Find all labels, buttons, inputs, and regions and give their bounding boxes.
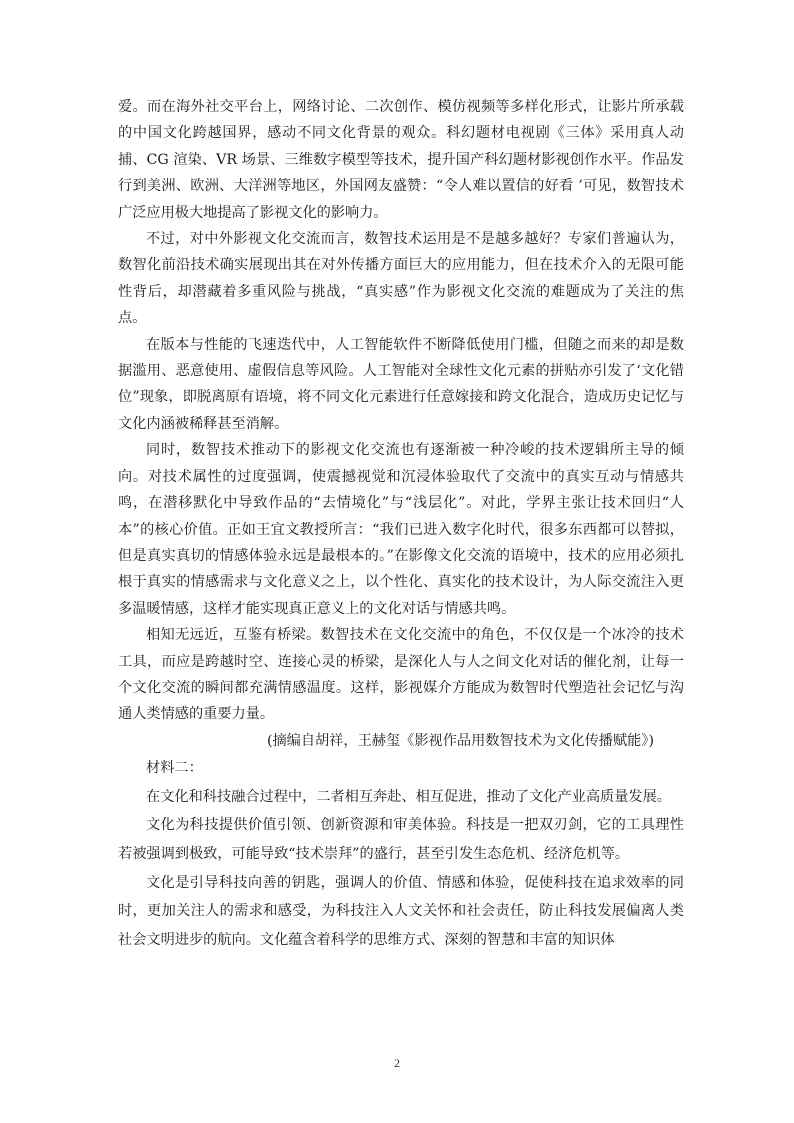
- paragraph-1: 爱。而在海外社交平台上，网络讨论、二次创作、模仿视频等多样化形式，让影片所承载的中国文化跨越国界，感动不同文化背景的观众。科幻题材电视剧《三体》采用真人动捕、CG 渲染、VR 场景、三维数字模型等技术，提升国产科幻题材影视创作水平。作品发行到美洲、欧洲、大洋洲等地区，外国网友盛赞：“令人难以置信的好看 ’可见，数智技术广泛应用极大地提高了影视文化的影响力。: [118, 99, 684, 221]
- material-two-paragraph-1: 在文化和科技融合过程中，二者相互奔赴、相互促进，推动了文化产业高质量发展。: [146, 788, 671, 805]
- material-two-paragraph-2: 文化为科技提供价值引领、创新资源和审美体验。科技是一把双刃剑，它的工具理性若被强调到极致，可能导致“技术崇拜”的盛行，甚至引发生态危机、经济危机等。: [118, 817, 684, 862]
- material-two: [118, 754, 684, 954]
- paragraph-2: 不过，对中外影视文化交流而言，数智技术运用是不是越多越好？专家们普遍认为，数智化前沿技术确实展现出其在对外传播方面巨大的应用能力，但在技术介入的无限可能性背后，却潜藏着多重风险与挑战，“真实感”作为影视文化交流的难题成为了关注的焦点。: [118, 231, 684, 327]
- page-number: 2: [394, 1056, 400, 1070]
- document-page: [118, 94, 684, 954]
- material-two-label: 材料二：: [146, 760, 203, 777]
- paragraph-3: 在版本与性能的飞速迭代中，人工智能软件不断降低使用门槛，但随之而来的却是数据滥用、恶意使用、虚假信息等风险。人工智能对全球性文化元素的拼贴亦引发了‘文化错位”现象，即脱离原有语境，将不同文化元素进行任意嫁接和跨文化混合，造成历史记忆与文化内涵被稀释甚至消解。: [118, 336, 684, 432]
- paragraph-5: 相知无远近，互鉴有桥梁。数智技术在文化交流中的角色，不仅仅是一个冰冷的技术工具，而应是跨越时空、连接心灵的桥梁，是深化人与人之间文化对话的催化剂，让每一个文化交流的瞬间都充满情感温度。这样，影视媒介方能成为数智时代塑造社会记忆与沟通人类情感的重要力量。: [118, 627, 684, 723]
- material-two-paragraph-3: 文化是引导科技向善的钥匙，强调人的价值、情感和体验，促使科技在追求效率的同时，更加关注人的需求和感受，为科技注入人文关怀和社会责任，防止科技发展偏离人类社会文明进步的航向。文化蕴含着科学的思维方式、深刻的智慧和丰富的知识体: [118, 874, 684, 948]
- source-citation: (摘编自胡祥，王赫玺《影视作品用数智技术为文化传播赋能》): [266, 732, 654, 749]
- paragraph-4: 同时，数智技术推动下的影视文化交流也有逐渐被一种冷峻的技术逻辑所主导的倾向。对技术属性的过度强调，使震撼视觉和沉浸体验取代了交流中的真实互动与情感共鸣，在潜移默化中导致作品的“去情境化”与“浅层化”。对此，学界主张让技术回归“人本”的核心价值。正如王宜文教授所言：“我们已进入数字化时代，很多东西都可以替拟，但是真实真切的情感体验永远是最根本的。”在影像文化交流的语境中，技术的应用必须扎根于真实的情感需求与文化意义之上，以个性化、真实化的技术设计，为人际交流注入更多温暖情感，这样才能实现真正意义上的文化对话与情感共鸣。: [118, 442, 684, 617]
